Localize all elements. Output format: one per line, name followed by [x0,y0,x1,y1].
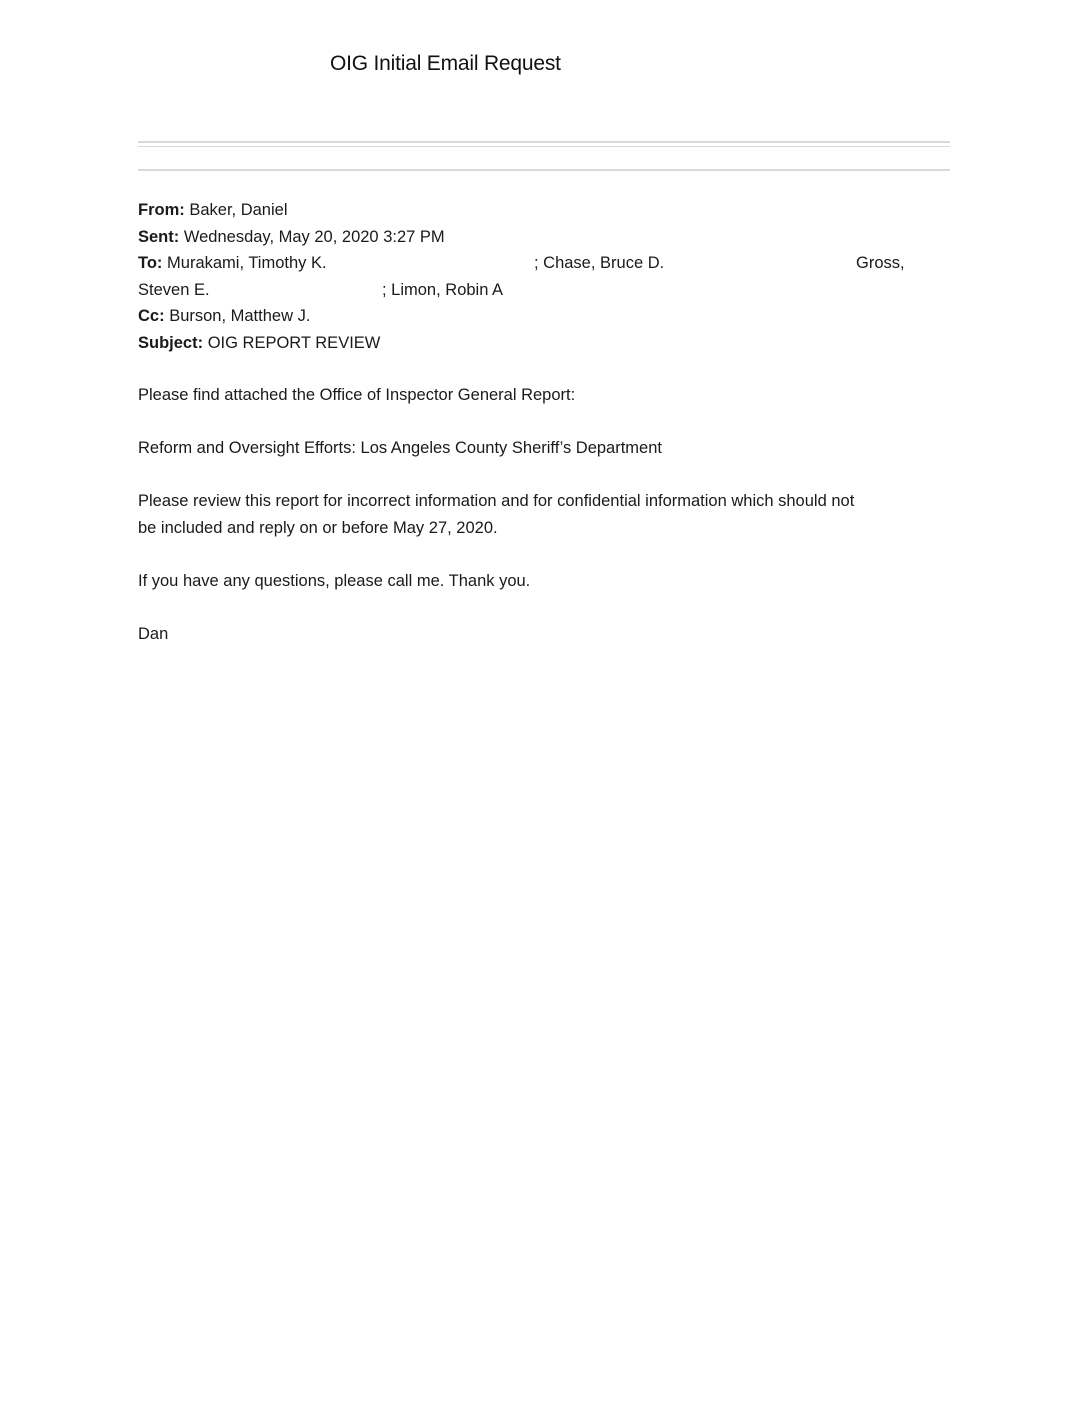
sent-label: Sent: [138,227,180,246]
body-paragraph: Please find attached the Office of Inspector General Report: [138,386,576,404]
sent-line [138,224,950,251]
from-label: From: [138,201,185,219]
header-divider-middle [138,146,950,147]
sent-value: Wednesday, May 20, 2020 3:27 PM [183,227,445,246]
to-line [138,250,950,277]
to-recipient: ; Chase, Bruce D. [534,254,665,272]
subject-value: OIG REPORT REVIEW [207,333,381,352]
cc-value: Burson, Matthew J. [169,307,311,325]
from-line [138,197,950,224]
report-title: Reform and Oversight Efforts: Los Angeles County Sheriff’s Department [138,439,662,457]
subject-label: Subject: [138,333,204,352]
body-paragraph: Please review this report for incorrect information and for confidential information which should not [138,492,855,510]
to-recipient: Steven E. [138,280,210,299]
document-title: OIG Initial Email Request [330,52,561,75]
body-paragraph: be included and reply on or before May 27, 2020. [138,519,498,537]
to-label: To: [138,254,163,272]
to-recipient: Murakami, Timothy K. [167,254,327,272]
to-line-continued [138,277,950,304]
to-recipient: ; Limon, Robin A [382,280,504,299]
cc-label: Cc: [138,307,165,325]
email-message [138,197,950,643]
from-value: Baker, Daniel [189,201,288,219]
body-paragraph: If you have any questions, please call me. Thank you. [138,572,531,590]
subject-line [138,330,950,357]
header-divider-top [138,141,950,143]
signature: Dan [138,625,169,643]
header-divider-bottom [138,169,950,171]
cc-line [138,303,950,330]
to-recipient: Gross, [856,254,905,272]
